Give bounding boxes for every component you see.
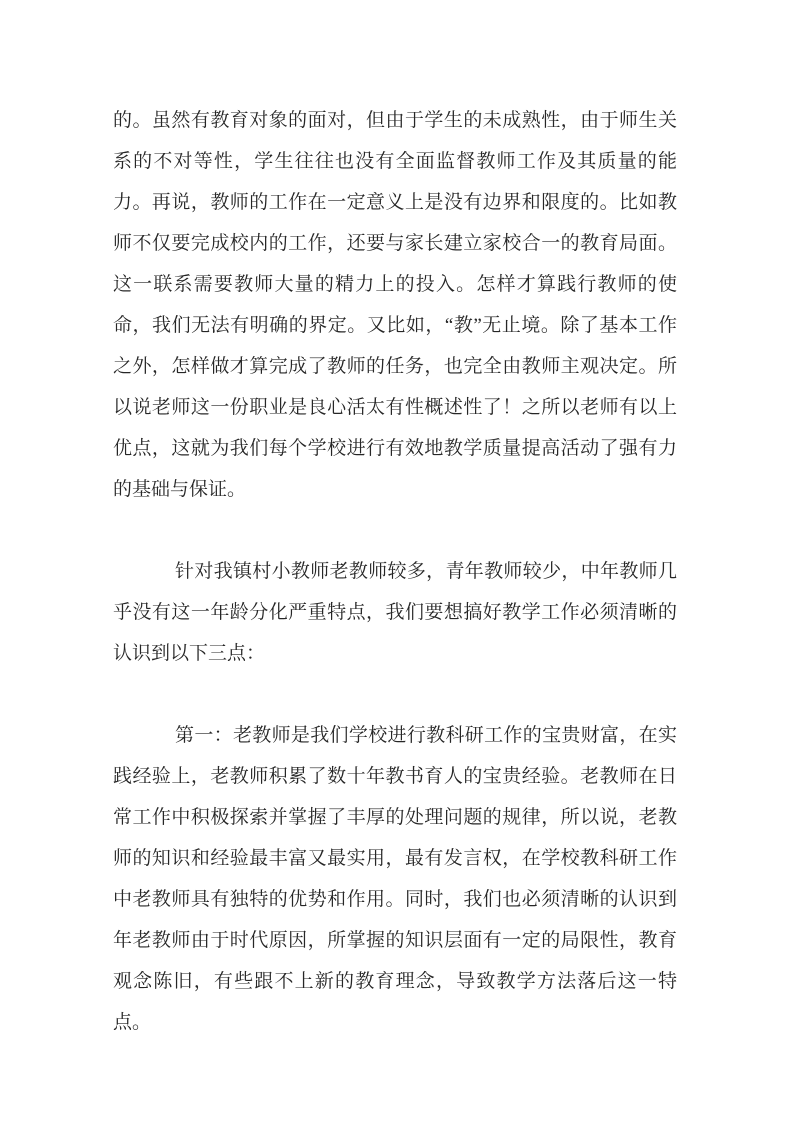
document-text-block <box>113 100 677 1043</box>
paragraph: 的。虽然有教育对象的面对，但由于学生的未成熟性，由于师生关系的不对等性，学生往往也没有全面监督教师工作及其质量的能力。再说，教师的工作在一定意义上是没有边界和限度的。比如教师不仅要完成校内的工作，还要与家长建立家校合一的教育局面。这一联系需要教师大量的精力上的投入。怎样才算践行教师的使命，我们无法有明确的界定。又比如，“教”无止境。除了基本工作之外，怎样做才算完成了教师的任务，也完全由教师主观决定。所以说老师这一份职业是良心活太有性概述性了！之所以老师有以上优点，这就为我们每个学校进行有效地教学质量提高活动了强有力的基础与保证。 <box>113 110 677 500</box>
paragraph: 第一：老教师是我们学校进行教科研工作的宝贵财富，在实践经验上，老教师积累了数十年教书育人的宝贵经验。老教师在日常工作中积极探索并掌握了丰厚的处理问题的规律，所以说，老教师的知识和经验最丰富又最实用，最有发言权，在学校教科研工作中老教师具有独特的优势和作用。同时，我们也必须清晰的认识到年老教师由于时代原因，所掌握的知识层面有一定的局限性，教育观念陈旧，有些跟不上新的教育理念，导致教学方法落后这一特点。 <box>113 725 677 1033</box>
paragraph: 针对我镇村小教师老教师较多，青年教师较少，中年教师几乎没有这一年龄分化严重特点，我们要想搞好教学工作必须清晰的认识到以下三点： <box>113 561 677 664</box>
